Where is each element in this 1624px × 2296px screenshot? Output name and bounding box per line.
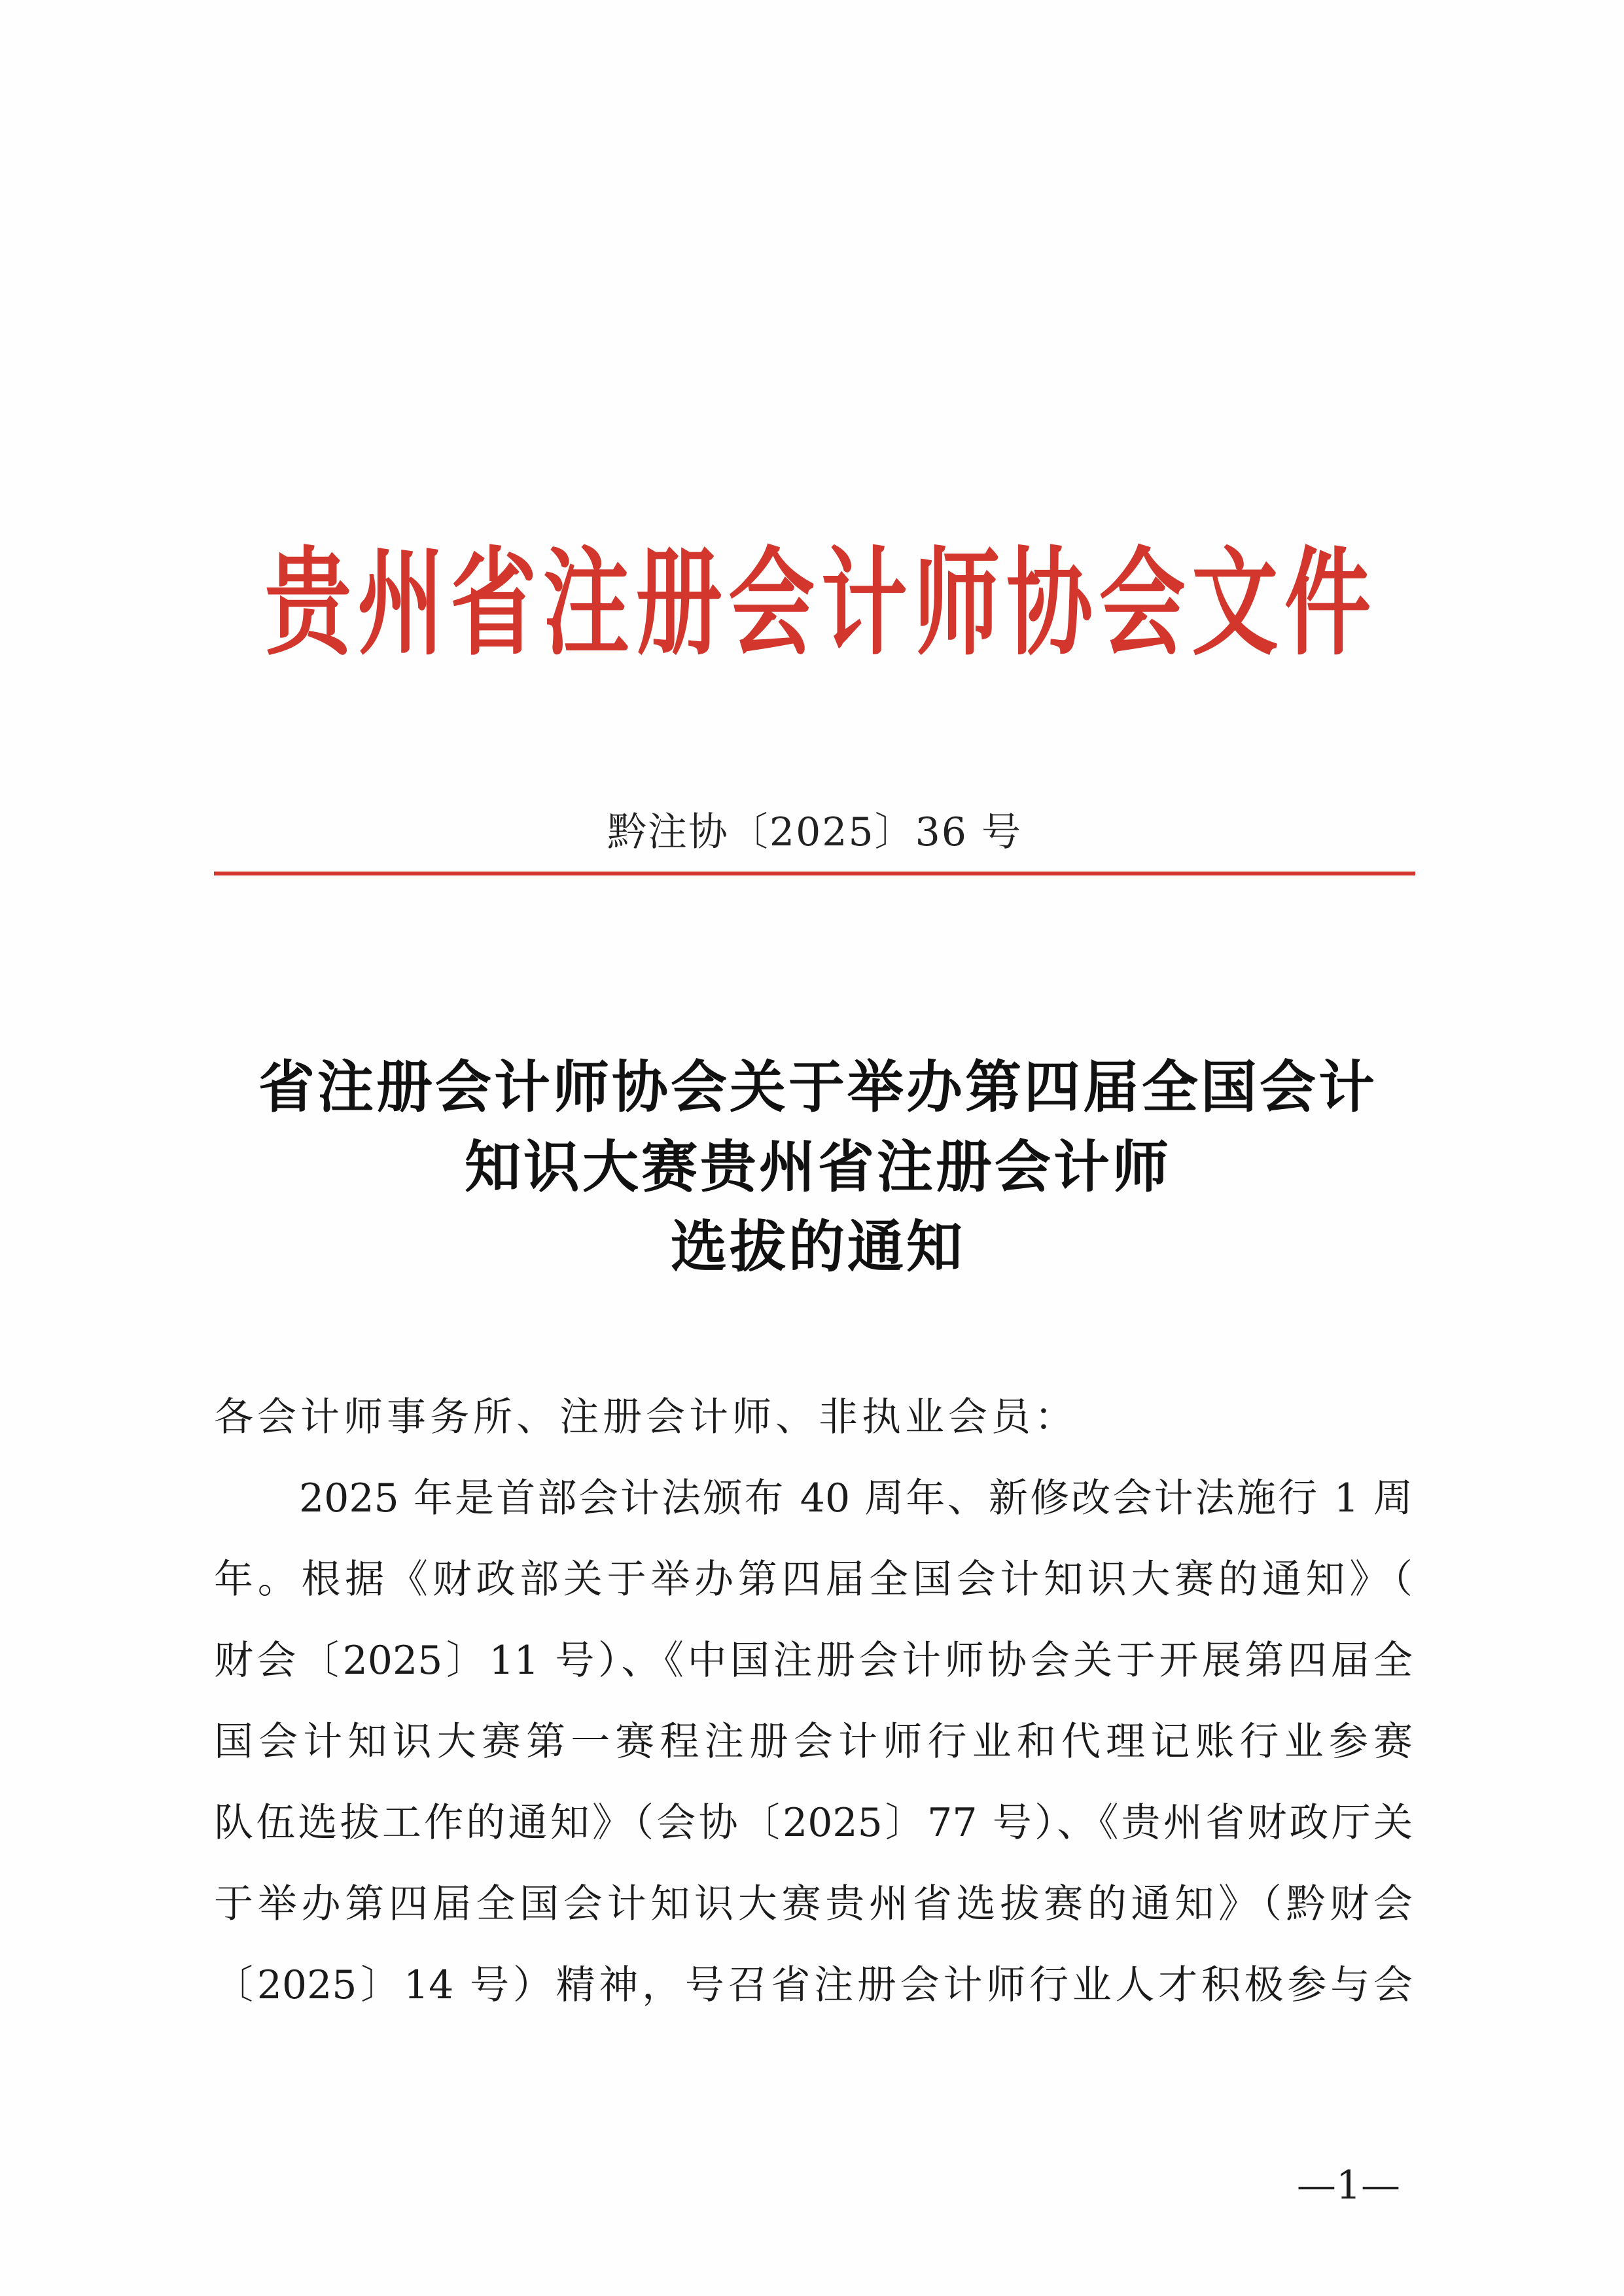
paragraph-line: 〔2025〕14 号）精神，号召省注册会计师行业人才积极参与会	[214, 1962, 1413, 2008]
document-number: 黔注协〔2025〕36 号	[607, 809, 1023, 855]
paragraph-line: 年。根据《财政部关于举办第四届全国会计知识大赛的通知》（	[214, 1557, 1413, 1602]
page-number: —1—	[1296, 2163, 1400, 2208]
body-text	[214, 1377, 1413, 2026]
red-separator-line	[214, 872, 1415, 875]
paragraph-line: 于举办第四届全国会计知识大赛贵州省选拔赛的通知》（黔财会	[214, 1881, 1413, 1927]
document-title	[196, 1048, 1439, 1287]
title-line: 选拔的通知	[671, 1214, 965, 1280]
salutation: 各会计师事务所、注册会计师、非执业会员：	[214, 1394, 1078, 1440]
paragraph-line: 2025 年是首部会计法颁布 40 周年、新修改会计法施行 1 周	[299, 1475, 1413, 1521]
title-line: 省注册会计师协会关于举办第四届全国会计	[258, 1054, 1377, 1120]
paragraph-line: 队伍选拔工作的通知》（会协〔2025〕77 号）、《贵州省财政厅关	[214, 1800, 1413, 1846]
paragraph-line: 财会〔2025〕11 号）、《中国注册会计师协会关于开展第四届全	[214, 1638, 1413, 1684]
paragraph-line: 国会计知识大赛第一赛程注册会计师行业和代理记账行业参赛	[214, 1719, 1413, 1765]
title-line: 知识大赛贵州省注册会计师	[465, 1134, 1171, 1200]
issuing-organization-heading: 贵州省注册会计师协会文件	[265, 535, 1371, 672]
